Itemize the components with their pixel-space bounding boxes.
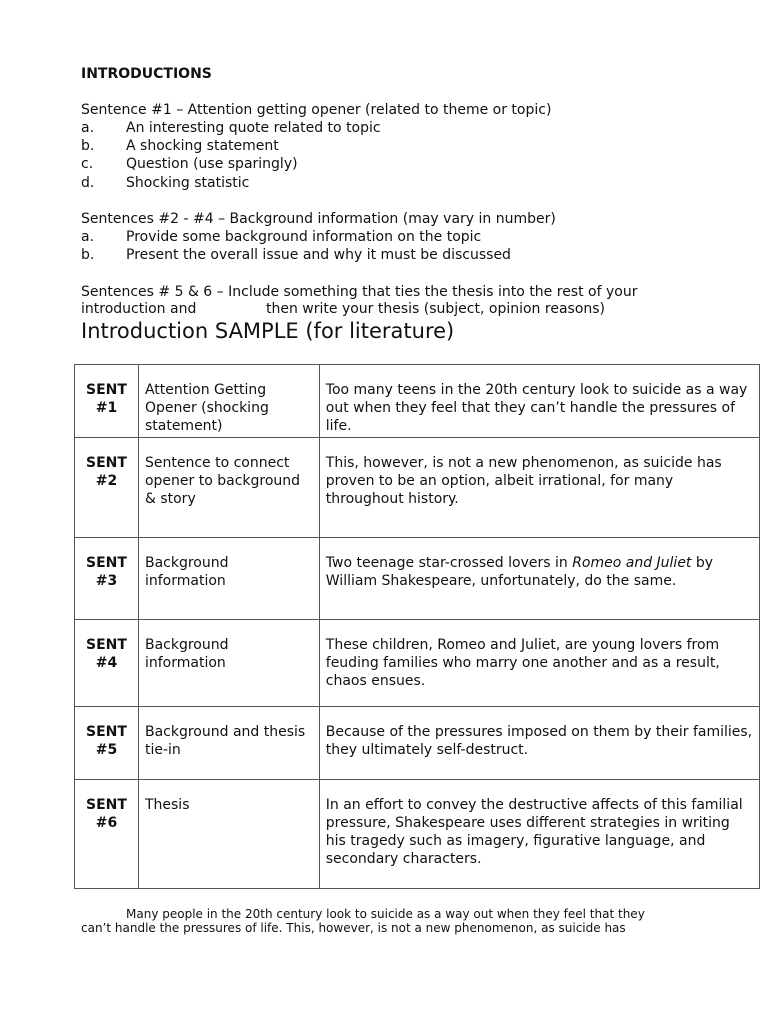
row-content-text: Two teenage star-crossed lovers in (325, 555, 573, 571)
section-3-line-2a: introduction and (81, 301, 197, 317)
sent-cell (75, 438, 139, 538)
row-label: Thesis (138, 780, 319, 889)
row-content: Too many teens in the 20th century look to suicide as a way out when they feel that they can’t handle the pressures of life. (319, 365, 759, 438)
list-marker: b. (81, 138, 95, 154)
row-label: Sentence to connect opener to background & story (138, 438, 319, 538)
list-marker: a. (81, 229, 95, 245)
list-item-text: Provide some background information on the topic (126, 229, 482, 245)
section-2-title: Sentences #2 - #4 – Background information (may vary in number) (81, 211, 556, 227)
sent-cell (75, 620, 139, 707)
sent-number: #5 (95, 742, 118, 758)
row-content: Because of the pressures imposed on them by their families, they ultimately self-destruct. (319, 707, 759, 780)
row-content: This, however, is not a new phenomenon, as suicide has proven to be an option, albeit irrational, for many throughout history. (319, 438, 759, 538)
list-marker: c. (81, 156, 94, 172)
row-label: Background and thesis tie-in (138, 707, 319, 780)
sent-label: SENT (86, 555, 127, 571)
sent-label: SENT (86, 382, 127, 398)
row-label: Background information (138, 620, 319, 707)
section-3-line-2b: then write your thesis (subject, opinion reasons) (266, 301, 606, 317)
sent-number: #6 (95, 815, 118, 831)
sent-label: SENT (86, 797, 127, 813)
section-1-title: Sentence #1 – Attention getting opener (related to theme or topic) (81, 102, 552, 118)
sent-number: #3 (95, 573, 118, 589)
paragraph-line-1: Many people in the 20th century look to suicide as a way out when they feel that they (126, 907, 645, 921)
sample-table (74, 364, 760, 889)
sent-cell (75, 707, 139, 780)
row-content-text: by William Shakespeare, unfortunately, do the same. (325, 555, 714, 589)
list-item-text: A shocking statement (126, 138, 279, 154)
sent-cell (75, 780, 139, 889)
row-content: These children, Romeo and Juliet, are young lovers from feuding families who marry one another and as a result, chaos ensues. (319, 620, 759, 707)
table-row (75, 707, 760, 780)
list-marker: a. (81, 120, 95, 136)
row-content (319, 538, 759, 620)
sent-number: #2 (95, 473, 118, 489)
list-marker: b. (81, 247, 95, 263)
sent-number: #4 (95, 655, 118, 671)
sample-title: Introduction SAMPLE (for literature) (81, 319, 455, 343)
list-marker: d. (81, 175, 95, 191)
row-content: In an effort to convey the destructive affects of this familial pressure, Shakespeare uses different strategies in writing his tragedy such as imagery, figurative language, and secondary characters. (319, 780, 759, 889)
list-item-text: An interesting quote related to topic (126, 120, 381, 136)
sent-cell (75, 538, 139, 620)
list-item-text: Present the overall issue and why it must be discussed (126, 247, 511, 263)
list-item-text: Question (use sparingly) (126, 156, 298, 172)
row-label: Background information (138, 538, 319, 620)
sent-label: SENT (86, 455, 127, 471)
sent-number: #1 (95, 400, 118, 416)
paragraph-line-2: can’t handle the pressures of life. This, however, is not a new phenomenon, as suicide has (81, 921, 626, 935)
row-label: Attention Getting Opener (shocking statement) (138, 365, 319, 438)
list-item-text: Shocking statistic (126, 175, 250, 191)
section-3-line-1: Sentences # 5 & 6 – Include something that ties the thesis into the rest of your (81, 284, 638, 300)
book-title: Romeo and Juliet (572, 555, 692, 571)
page-heading: INTRODUCTIONS (81, 66, 212, 82)
table-row (75, 365, 760, 438)
sent-label: SENT (86, 724, 127, 740)
sent-label: SENT (86, 637, 127, 653)
table-row (75, 620, 760, 707)
table-row (75, 538, 760, 620)
table-row (75, 438, 760, 538)
table-row (75, 780, 760, 889)
sent-cell (75, 365, 139, 438)
